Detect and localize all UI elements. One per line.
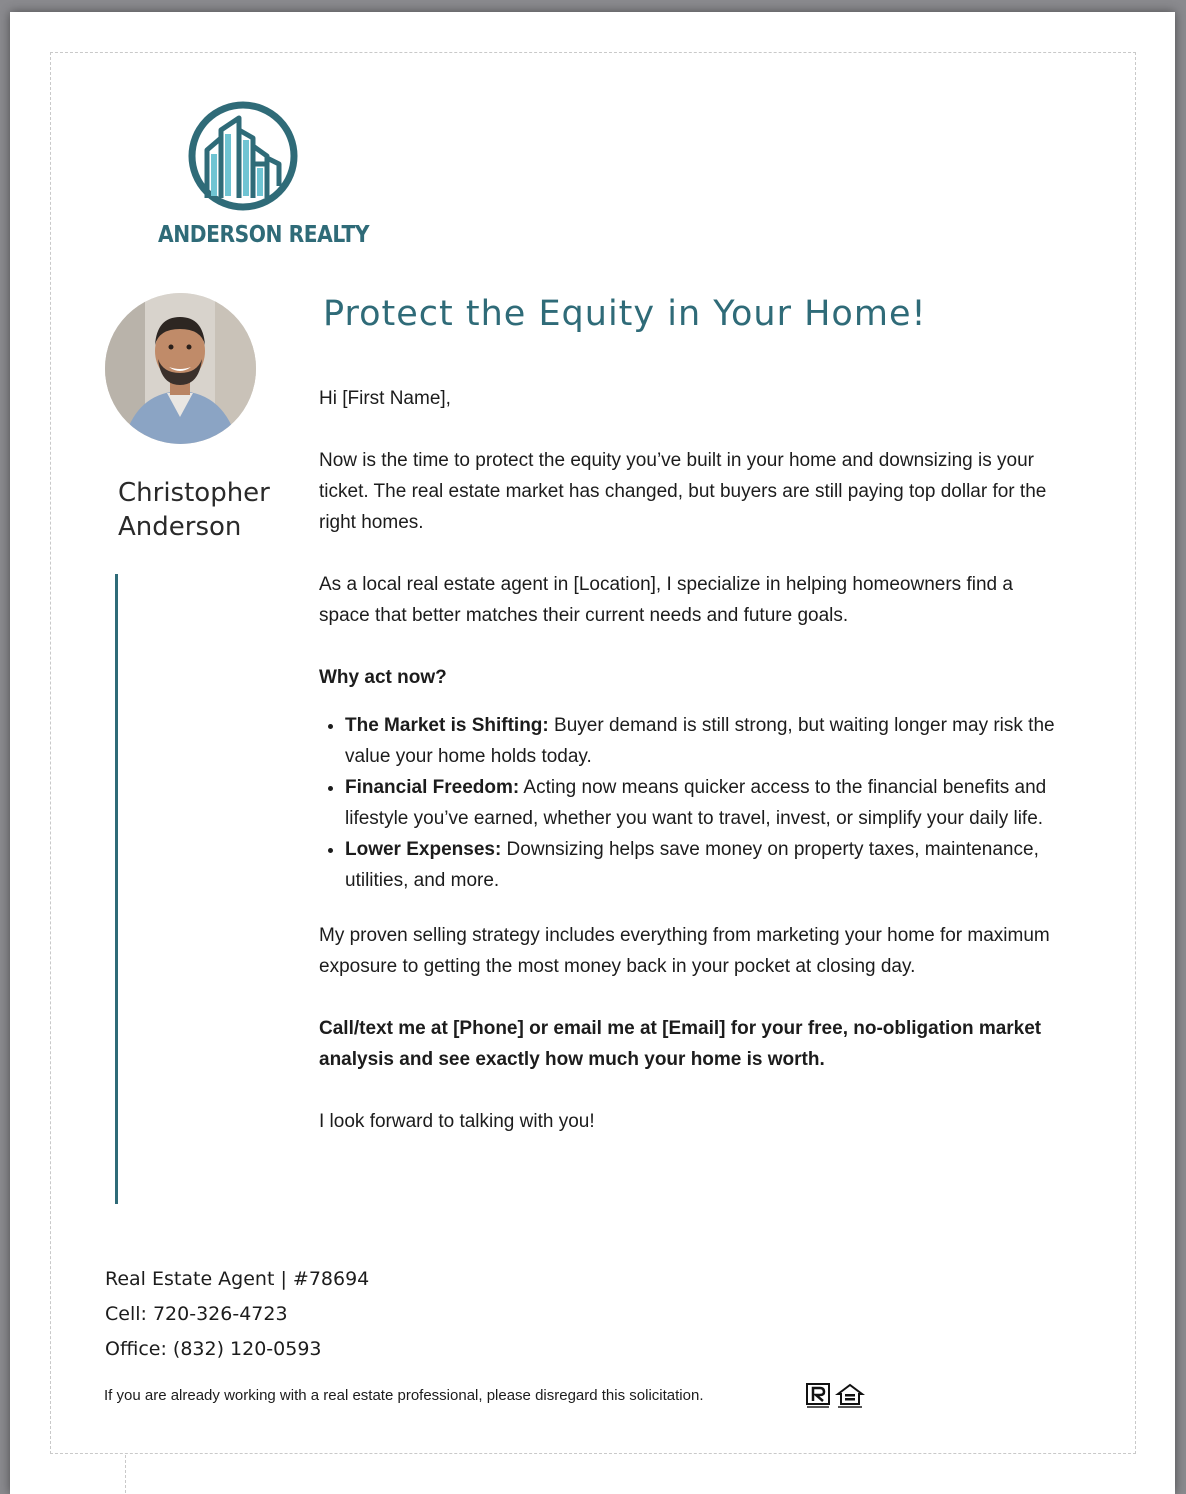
call-to-action: Call/text me at [Phone] or email me at [Email] for your free, no-obligation market analysis and see exactly how much your home is worth. [319,1018,1042,1070]
bullet-label: Financial Freedom: [345,777,520,798]
side-divider [115,574,118,1204]
brand-name: ANDERSON REALTY [158,222,370,248]
greeting: Hi [First Name], [319,388,451,409]
reasons-list [319,710,1064,896]
page-title: Protect the Equity in Your Home! [323,294,927,334]
list-item [345,834,1064,896]
closing: I look forward to talking with you! [319,1111,595,1132]
paragraph-specialty: As a local real estate agent in [Location], I specialize in helping homeowners find a space that better matches their current needs and future goals. [319,574,1013,626]
agent-name: Christopher Anderson [118,478,270,542]
list-item [345,710,1064,772]
bullet-label: The Market is Shifting: [345,715,549,736]
contact-block [105,1262,605,1367]
why-heading: Why act now? [319,667,447,688]
realtor-r-icon [807,1384,829,1408]
bullet-label: Lower Expenses: [345,839,502,860]
office-phone: Office: (832) 120-0593 [105,1338,322,1360]
agent-photo [105,293,256,444]
agent-title-line: Real Estate Agent | #78694 [105,1268,370,1290]
building-circle-icon [160,100,330,212]
paragraph-strategy: My proven selling strategy includes everything from marketing your home for maximum exposure to getting the most money back in your pocket at closing day. [319,925,1050,977]
disclaimer: If you are already working with a real estate professional, please disregard this solicitation. [104,1387,704,1404]
letter-body [319,383,1064,1168]
compliance-marks [806,1382,866,1412]
trim-tick [125,1455,126,1493]
equal-housing-icon [838,1385,862,1408]
list-item [345,772,1064,834]
bullet-text: Buyer demand is still strong, but waiting longer may risk the value your home holds today. [345,715,1055,767]
letter-page [10,12,1175,1494]
bullet-text: Acting now means quicker access to the financial benefits and lifestyle you’ve earned, whether you want to travel, invest, or simplify your daily life. [345,777,1047,829]
cell-phone: Cell: 720-326-4723 [105,1303,288,1325]
bullet-text: Downsizing helps save money on property taxes, maintenance, utilities, and more. [345,839,1039,891]
paragraph-intro: Now is the time to protect the equity you’ve built in your home and downsizing is your ticket. The real estate market has changed, but buyers are still paying top dollar for the right homes. [319,450,1047,533]
